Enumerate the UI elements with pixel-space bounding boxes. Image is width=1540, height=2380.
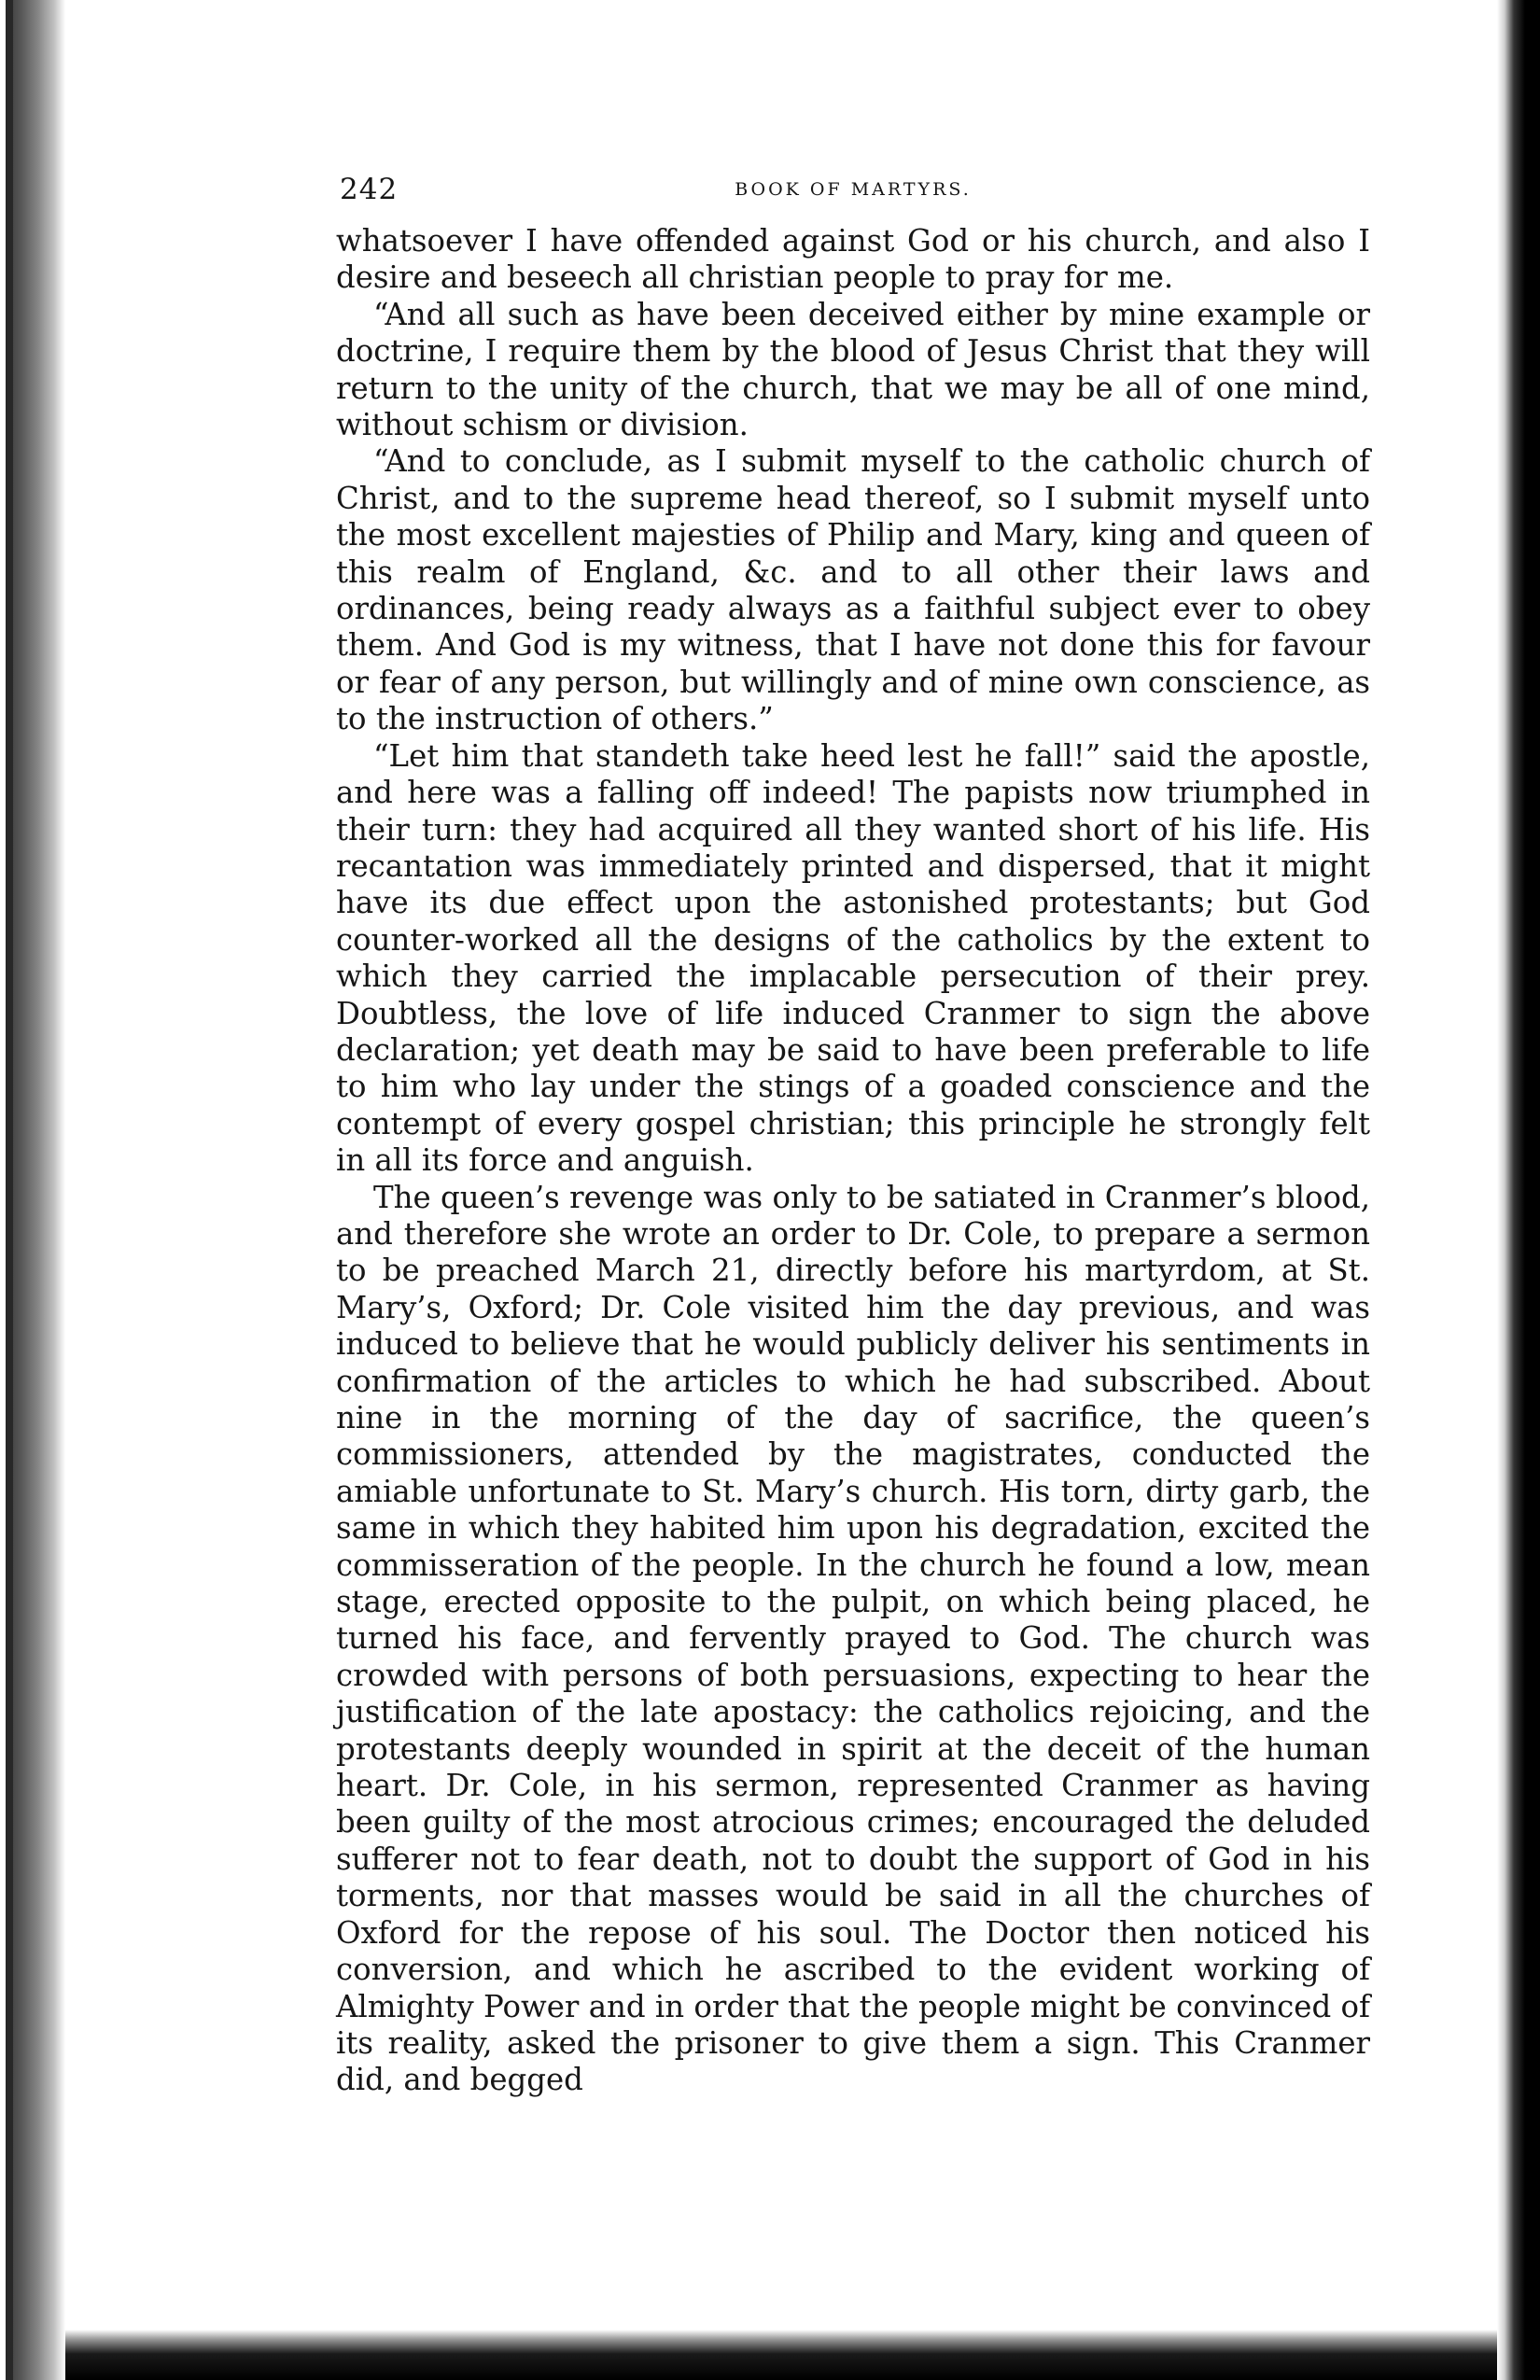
- page-number: 242: [340, 173, 399, 206]
- page-text-block: [336, 173, 1370, 2099]
- paragraph-continued: whatsoever I have offended against God or his church, and also I desire and beseech all christian people to pray for me.: [336, 223, 1370, 296]
- paragraph: “Let him that standeth take heed lest he fall!” said the apostle, and here was a falling off indeed! The papists now triumphed in their turn: they had acquired all they wanted short of his life. His recantation was immediately printed and dispersed, that it might have its due effect upon the astonished protestants; but God counter-worked all the designs of the catholics by the extent to which they carried the implacable persecution of their prey. Doubtless, the love of life induced Cranmer to sign the above declaration; yet death may be said to have been preferable to life to him who lay under the stings of a goaded conscience and the contempt of every gospel christian; this principle he strongly felt in all its force and anguish.: [336, 737, 1370, 1179]
- paragraph: “And to conclude, as I submit myself to the catholic church of Christ, and to the supreme head thereof, so I submit myself unto the most excellent majesties of Philip and Mary, king and queen of this realm of England, &c. and to all other their laws and ordinances, being ready always as a faithful subject ever to obey them. And God is my witness, that I have not done this for favour or fear of any person, but willingly and of mine own conscience, as to the instruction of others.”: [336, 443, 1370, 737]
- running-head: [336, 173, 1370, 219]
- binding-edge: [0, 0, 65, 2380]
- book-title: BOOK OF MARTYRS.: [735, 179, 972, 200]
- bottom-scan-edge: [65, 2330, 1497, 2380]
- right-scan-edge: [1497, 0, 1540, 2380]
- paragraph: “And all such as have been deceived either by mine example or doctrine, I require them by the blood of Jesus Christ that they will return to the unity of the church, that we may be all of one mind, without schism or division.: [336, 296, 1370, 443]
- binding-shadow: [6, 0, 13, 2380]
- paragraph: The queen’s revenge was only to be satiated in Cranmer’s blood, and therefore she wrote an order to Dr. Cole, to prepare a sermon to be preached March 21, directly before his martyrdom, at St. Mary’s, Oxford; Dr. Cole visited him the day previous, and was induced to believe that he would publicly deliver his sentiments in confirmation of the articles to which he had subscribed. About nine in the morning of the day of sacrifice, the queen’s commissioners, attended by the magistrates, conducted the amiable unfortunate to St. Mary’s church. His torn, dirty garb, the same in which they habited him upon his degradation, excited the commisseration of the people. In the church he found a low, mean stage, erected opposite to the pulpit, on which being placed, he turned his face, and fervently prayed to God. The church was crowded with persons of both persuasions, expecting to hear the justification of the late apostacy: the catholics rejoicing, and the protestants deeply wounded in spirit at the deceit of the human heart. Dr. Cole, in his sermon, represented Cranmer as having been guilty of the most atrocious crimes; encouraged the deluded sufferer not to fear death, not to doubt the support of God in his torments, nor that masses would be said in all the churches of Oxford for the repose of his soul. The Doctor then noticed his conversion, and which he ascribed to the evident working of Almighty Power and in order that the people might be convinced of its reality, asked the prisoner to give them a sign. This Cranmer did, and begged: [336, 1179, 1370, 2098]
